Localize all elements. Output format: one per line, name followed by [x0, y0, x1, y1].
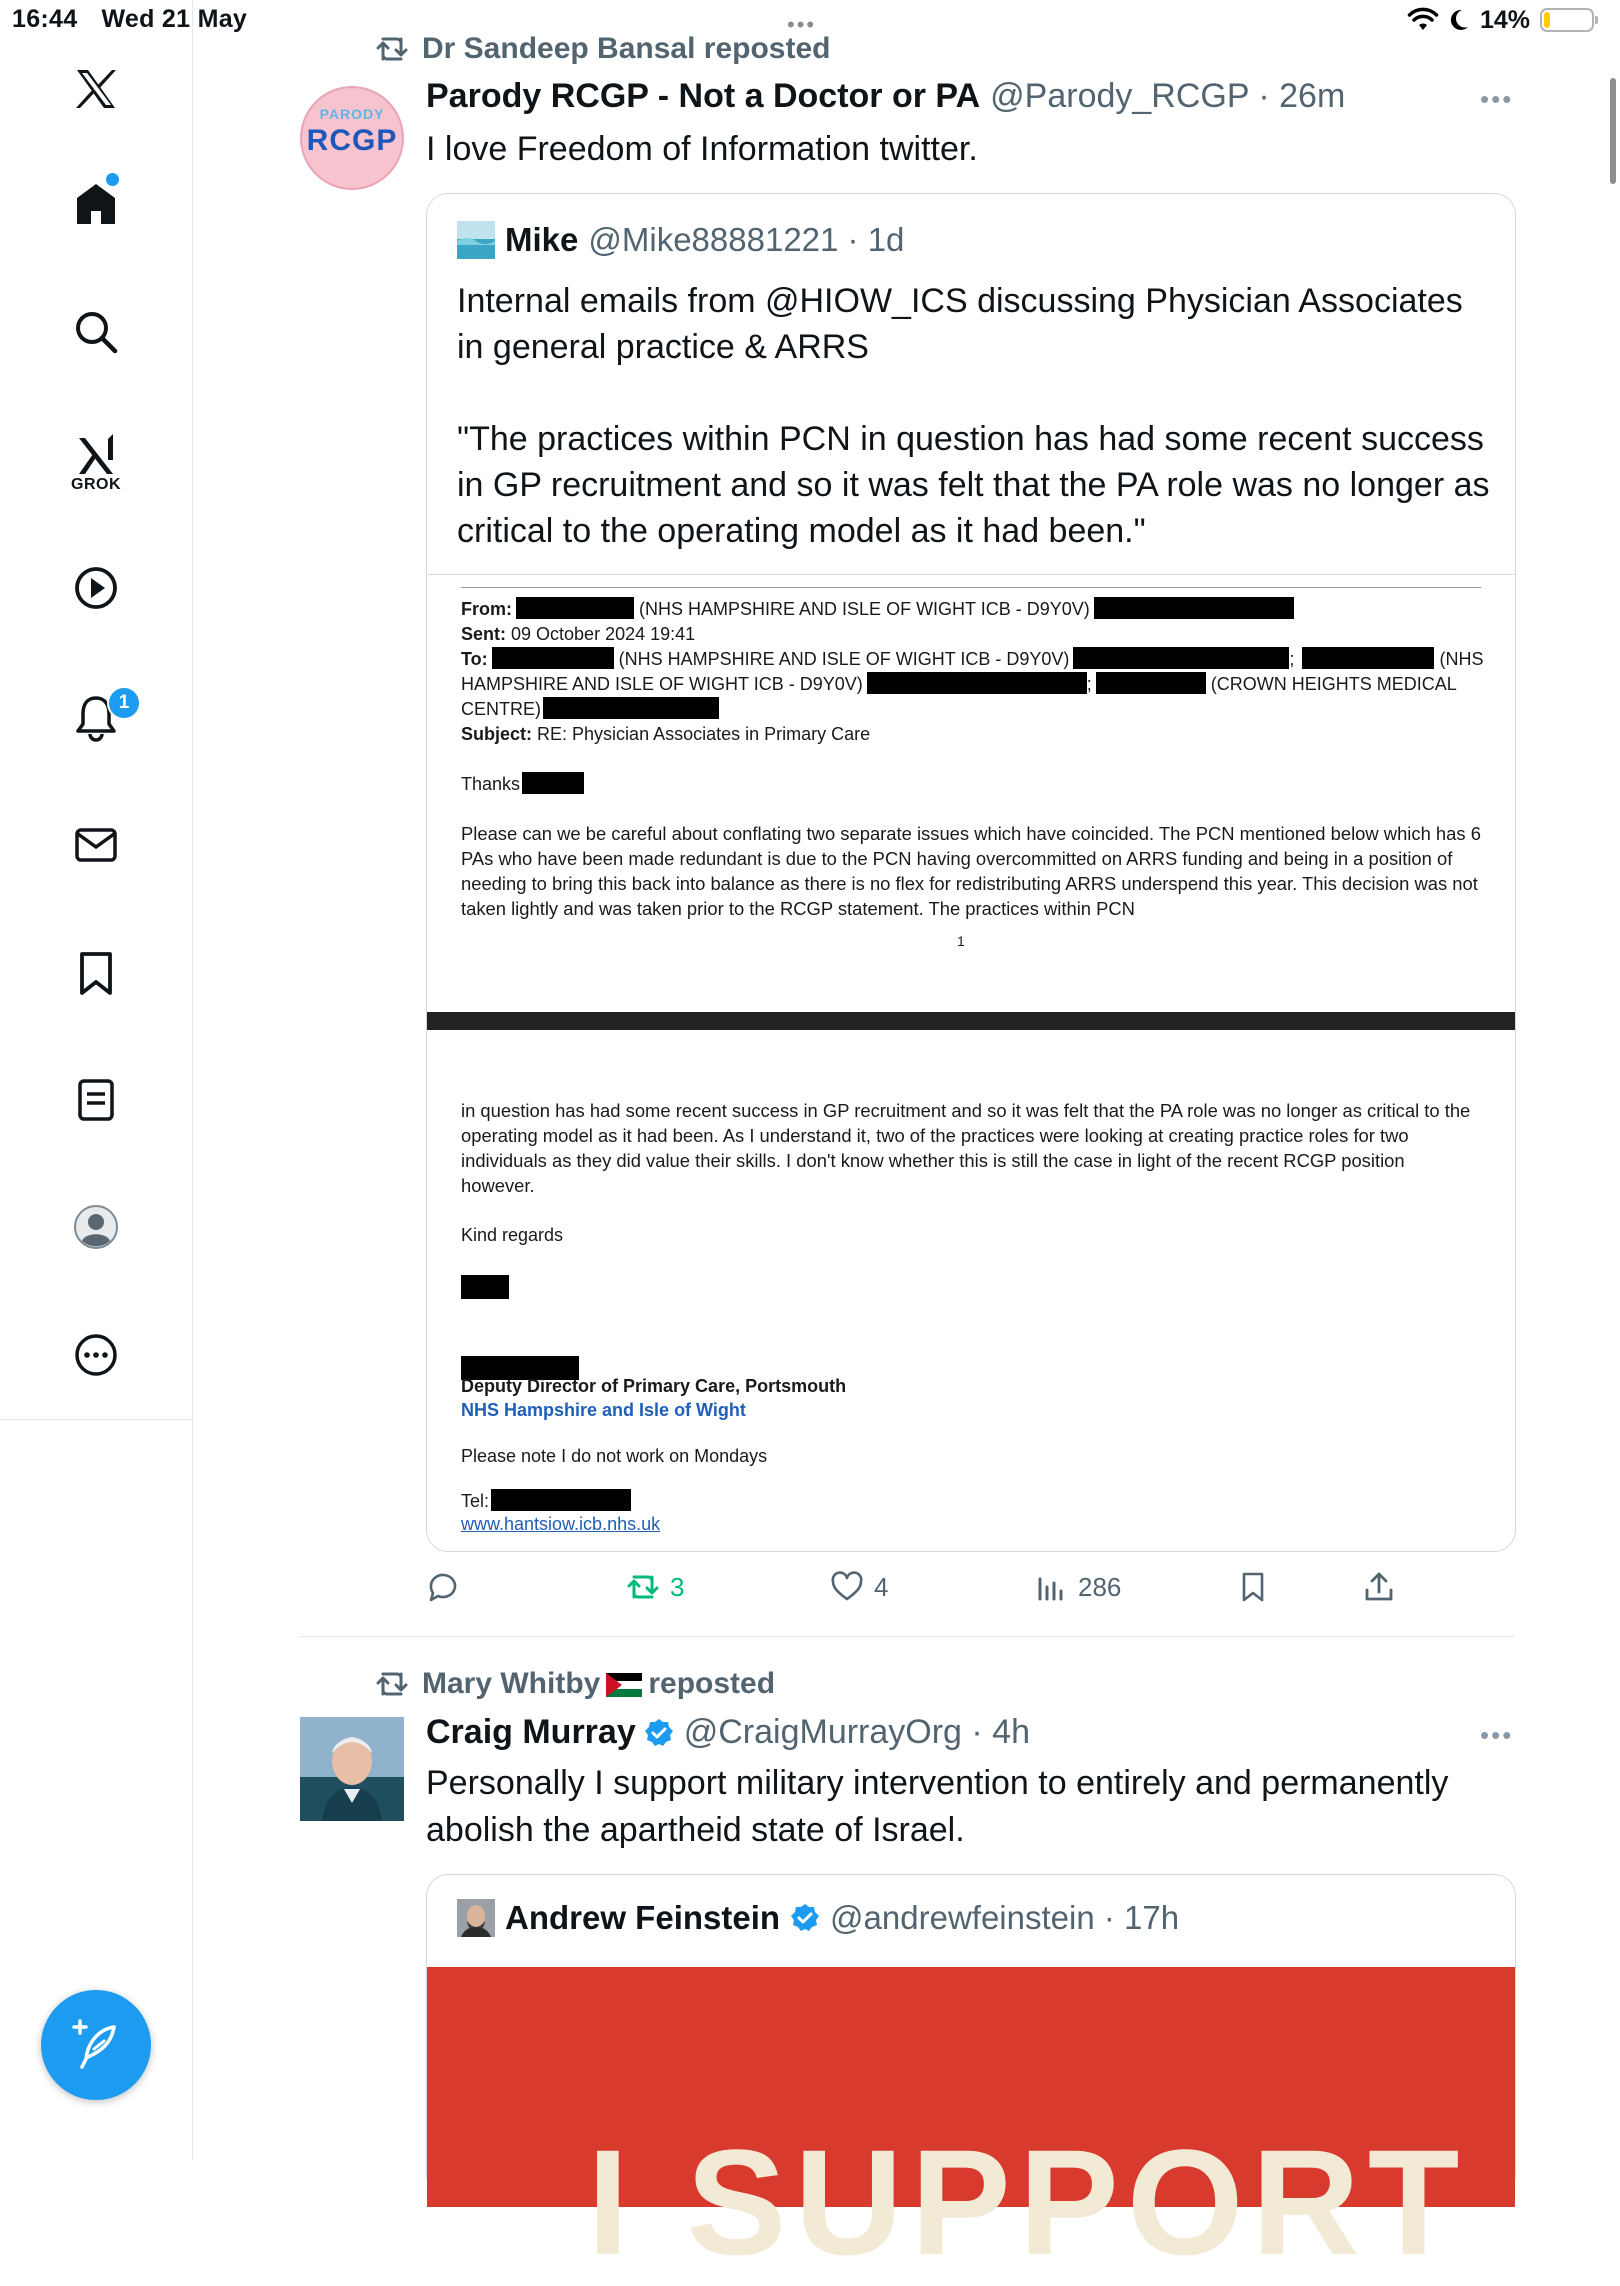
compose-icon: [70, 2019, 122, 2071]
repost-button[interactable]: [626, 1570, 684, 1604]
views-icon: [1034, 1570, 1068, 1604]
email-from-label: From:: [461, 599, 512, 619]
repost-indicator: [376, 32, 830, 66]
email-paragraph-1: Please can we be careful about conflating two separate issues which have coincided. The PCN mentioned below which has 6 PAs who have been made redundant is due to the PCN having overcommitted on ARRS funding and being in a position of needing to bring this back into balance as there is no flex for redistributing ARRS underspend this year. This decision was not taken lightly and was taken prior to the RCGP statement. The practices within PCN: [461, 823, 1481, 919]
email-to-label: To:: [461, 649, 488, 669]
grok-icon[interactable]: [71, 428, 121, 478]
tweet-more-icon-2[interactable]: •••: [1480, 1720, 1514, 1750]
quote-author-handle: @Mike88881221 · 1d: [588, 221, 905, 258]
tweet-text-2: Personally I support military intervention to entirely and permanently abolish the apartheid state of Israel.: [426, 1764, 1449, 1849]
email-to-line: [461, 647, 1483, 672]
repost-count: 3: [670, 1571, 685, 1602]
author-handle[interactable]: @Parody_RCGP · 26m: [990, 77, 1346, 115]
email-thanks-line: [461, 772, 584, 797]
share-button[interactable]: [1362, 1570, 1396, 1604]
tweet-more-icon[interactable]: •••: [1480, 84, 1514, 114]
share-icon: [1362, 1570, 1396, 1604]
email-subject-line: [461, 722, 870, 747]
quote-text-2: "The practices within PCN in question has had some recent success in GP recruitment and so it was felt that the PA role was no longer as critical to the operating model as it had been.": [457, 420, 1490, 550]
notifications-badge: 1: [107, 686, 141, 720]
battery-percent: 14%: [1479, 5, 1530, 34]
email-paragraph-2: in question has had some recent success in GP recruitment and so it was felt that the PA role was no longer as critical to the operating model as it had been. As I understand it, two of the practices were looking at creating practice roles for two individuals as they did value their skills. I don't know whether this is still the case in light of the recent RCGP position however.: [461, 1100, 1471, 1196]
email-sent-value: 09 October 2024 19:41: [511, 624, 696, 644]
email-sent-label: Sent:: [461, 624, 506, 644]
email-to-line-2: [461, 672, 1457, 697]
quote-author-name-2: Andrew Feinstein: [505, 1899, 781, 1936]
page-break-bar: [427, 1012, 1515, 1030]
tweet-actions: [426, 1570, 1426, 1610]
email-sent-line: [461, 622, 695, 647]
battery-icon: [1540, 8, 1594, 32]
repost-by-name[interactable]: Mary Whitby reposted: [422, 1667, 776, 1700]
profile-icon[interactable]: [71, 1202, 121, 1252]
battery-fill: [1544, 12, 1550, 28]
tweet-divider: [300, 1636, 1515, 1637]
email-website-link: www.hantsiow.icb.nhs.uk: [461, 1514, 661, 1534]
x-logo-icon[interactable]: [71, 64, 121, 114]
bookmark-button[interactable]: [1236, 1570, 1270, 1604]
heart-icon: [830, 1570, 864, 1604]
email-signature-title: Deputy Director of Primary Care, Portsmouth: [461, 1376, 847, 1396]
views-button[interactable]: [1034, 1570, 1121, 1604]
redacted-signature-name: [461, 1275, 509, 1299]
palestine-flag-icon: [606, 1673, 642, 1697]
email-subject-label: Subject:: [461, 724, 533, 744]
search-icon[interactable]: [71, 307, 121, 357]
quote-image-text: I SUPPORT: [587, 2118, 1468, 2286]
avatar-parody-label: PARODY: [319, 106, 385, 122]
quote-avatar: [457, 221, 495, 259]
author-name-2[interactable]: Craig Murray: [426, 1713, 636, 1751]
status-time: 16:44: [12, 5, 78, 33]
email-from-line: [461, 597, 1294, 622]
tweet-author-line: [426, 77, 1345, 116]
reply-icon: [426, 1570, 460, 1604]
compose-button[interactable]: [41, 1990, 151, 2100]
quote-tweet-card-2[interactable]: [426, 1874, 1516, 2286]
email-thanks: Thanks: [461, 774, 521, 794]
email-to-line-3: [461, 697, 719, 722]
repost-icon: [376, 1668, 408, 1700]
quote-text-1: Internal emails from @HIOW_ICS discussing Physician Associates in general practice & ARRS: [457, 282, 1463, 366]
quote-author-line-2: [457, 1899, 1179, 1937]
repost-icon: [626, 1570, 660, 1604]
messages-icon[interactable]: [71, 820, 121, 870]
avatar-rcgp-label: RCGP: [306, 124, 398, 157]
repost-icon: [376, 33, 408, 65]
email-to-sep: ;: [1289, 649, 1295, 669]
avatar-craig-murray[interactable]: [300, 1717, 404, 1821]
home-new-dot: [106, 173, 119, 186]
email-signature-org: NHS Hampshire and Isle of Wight: [461, 1400, 746, 1420]
more-icon[interactable]: [71, 1330, 121, 1380]
author-name[interactable]: Parody RCGP - Not a Doctor or PA: [426, 77, 981, 115]
email-page-number: 1: [957, 933, 965, 949]
email-note: Please note I do not work on Mondays: [461, 1446, 768, 1466]
author-handle-2[interactable]: @CraigMurrayOrg · 4h: [683, 1713, 1030, 1751]
tweet-text: I love Freedom of Information twitter.: [426, 130, 978, 168]
status-date: Wed 21 May: [101, 5, 248, 33]
bookmarks-icon[interactable]: [71, 948, 121, 998]
email-to-sep-2: ;: [1086, 674, 1092, 694]
lists-icon[interactable]: [71, 1075, 121, 1125]
reply-button[interactable]: [426, 1570, 470, 1604]
quote-author-name: Mike: [505, 221, 579, 258]
quote-author-line: [457, 221, 904, 259]
repost-by[interactable]: Dr Sandeep Bansal reposted: [422, 32, 831, 65]
home-icon[interactable]: [71, 179, 121, 229]
email-kind-regards: Kind regards: [461, 1225, 564, 1245]
email-top-rule: [461, 587, 1481, 588]
like-count: 4: [874, 1571, 889, 1602]
avatar-parody-rcgp[interactable]: [300, 86, 404, 190]
moon-icon: [1448, 8, 1470, 32]
tweet-author-line-2: [426, 1713, 1030, 1752]
email-to-org-2: HAMPSHIRE AND ISLE OF WIGHT ICB - D9Y0V): [461, 674, 863, 694]
quote-image[interactable]: [427, 1967, 1515, 2286]
views-count: 286: [1078, 1571, 1122, 1602]
sidebar-nav: [0, 0, 193, 2160]
grok-label: GROK: [71, 476, 121, 493]
email-to-nhs: (NHS: [1439, 649, 1484, 669]
quote-tweet-card[interactable]: [426, 193, 1516, 1552]
verified-badge-icon: [644, 1718, 674, 1748]
repost-indicator-2: [376, 1667, 775, 1701]
email-screenshot-image[interactable]: [427, 574, 1515, 1550]
email-to-org: (NHS HAMPSHIRE AND ISLE OF WIGHT ICB - D9Y0V): [618, 649, 1070, 669]
wifi-icon: [1408, 8, 1438, 32]
quote-author-handle-2: @andrewfeinstein · 17h: [830, 1899, 1180, 1936]
email-tel-label: Tel:: [461, 1491, 490, 1511]
status-indicators: [1408, 4, 1594, 36]
bookmark-icon: [1236, 1570, 1270, 1604]
sidebar-divider: [0, 1419, 192, 1420]
verified-badge-icon: [790, 1903, 820, 1933]
scrollbar[interactable]: [1610, 78, 1616, 184]
email-from-org: (NHS HAMPSHIRE AND ISLE OF WIGHT ICB - D9Y0V): [639, 599, 1090, 619]
like-button[interactable]: [830, 1570, 888, 1604]
multitasking-dots[interactable]: •••: [787, 12, 817, 37]
email-tel-line: [461, 1489, 631, 1514]
quote-avatar-2: [457, 1899, 495, 1937]
email-to-crown: (CROWN HEIGHTS MEDICAL: [1210, 674, 1457, 694]
video-icon[interactable]: [71, 563, 121, 613]
email-to-centre: CENTRE): [461, 699, 541, 719]
email-subject-value: RE: Physician Associates in Primary Care: [537, 724, 871, 744]
